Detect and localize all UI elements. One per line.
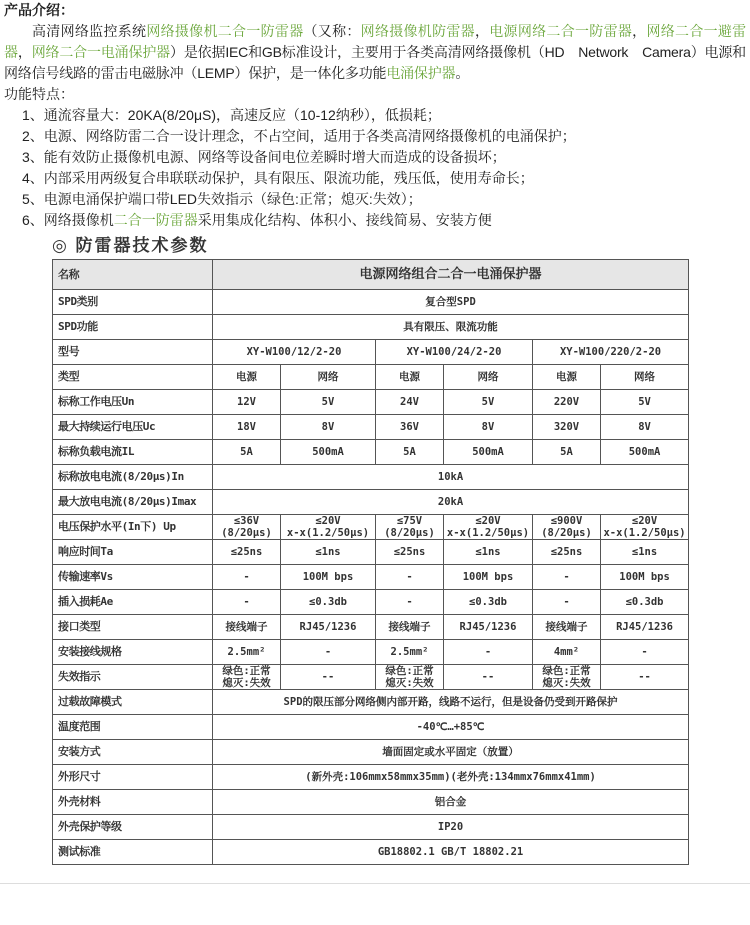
spec-value: - (533, 590, 601, 615)
spec-value: 网络 (281, 365, 376, 390)
spec-row (53, 790, 689, 815)
spec-value: ≤20V x-x(1.2/50μs) (444, 515, 533, 540)
spec-row (53, 390, 689, 415)
spec-label: 插入损耗Ae (53, 590, 213, 615)
feature-item (22, 126, 746, 147)
spec-value: 绿色:正常 熄灭:失效 (533, 665, 601, 690)
spec-title: ◎ 防雷器技术参数 (52, 236, 209, 255)
spec-value: 500mA (444, 440, 533, 465)
spec-row (53, 540, 689, 565)
spec-row (53, 365, 689, 390)
spec-value: -- (601, 665, 689, 690)
spec-value: XY-W100/220/2-20 (533, 340, 689, 365)
spec-value: ≤25ns (213, 540, 281, 565)
spec-value: XY-W100/24/2-20 (376, 340, 533, 365)
text-segment: 采用集成化结构、体积小、接线简易、安装方便 (197, 212, 492, 228)
spec-value: 20kA (213, 490, 689, 515)
spec-label: 外壳材料 (53, 790, 213, 815)
feature-item (22, 105, 746, 126)
spec-label: 名称 (53, 260, 213, 290)
spec-value: 电源 (213, 365, 281, 390)
spec-row (53, 465, 689, 490)
product-link[interactable]: 二合一防雷器 (113, 212, 198, 228)
spec-label: 外壳保护等级 (53, 815, 213, 840)
spec-value: 220V (533, 390, 601, 415)
spec-value: 接线端子 (533, 615, 601, 640)
spec-value: - (533, 565, 601, 590)
spec-value: 具有限压、限流功能 (213, 315, 689, 340)
spec-value: ≤25ns (533, 540, 601, 565)
spec-value: ≤0.3db (444, 590, 533, 615)
intro-paragraph (4, 21, 746, 84)
spec-value: ≤1ns (444, 540, 533, 565)
feature-item (22, 210, 746, 231)
spec-value: 5V (601, 390, 689, 415)
spec-label: 安装方式 (53, 740, 213, 765)
intro-heading: 产品介绍： (4, 2, 74, 18)
spec-table (52, 259, 689, 865)
spec-value: -40℃…+85℃ (213, 715, 689, 740)
spec-value: - (376, 590, 444, 615)
spec-value: - (213, 590, 281, 615)
spec-value: -- (281, 665, 376, 690)
spec-value: 100M bps (601, 565, 689, 590)
spec-value: - (376, 565, 444, 590)
spec-row (53, 815, 689, 840)
spec-value: 2.5mm² (376, 640, 444, 665)
spec-value: - (444, 640, 533, 665)
spec-label: 传输速率Vs (53, 565, 213, 590)
spec-value: 100M bps (281, 565, 376, 590)
spec-value: (新外壳:106mmx58mmx35mm)(老外壳:134mmx76mmx41mm) (213, 765, 689, 790)
spec-value: 2.5mm² (213, 640, 281, 665)
spec-row (53, 740, 689, 765)
text-segment: 6、网络摄像机 (22, 212, 114, 228)
spec-label: 电压保护水平(In下) Up (53, 515, 213, 540)
spec-value: 500mA (601, 440, 689, 465)
spec-value: ≤0.3db (601, 590, 689, 615)
text-segment: 高清网络监控系统 (32, 23, 147, 39)
spec-row (53, 690, 689, 715)
text-segment: （又称： (303, 23, 361, 39)
spec-value: ≤900V (8/20μs) (533, 515, 601, 540)
spec-value: 绿色:正常 熄灭:失效 (213, 665, 281, 690)
spec-value: - (601, 640, 689, 665)
spec-value: 电源 (376, 365, 444, 390)
spec-value: 绿色:正常 熄灭:失效 (376, 665, 444, 690)
features-list (4, 105, 746, 231)
spec-value: ≤75V (8/20μs) (376, 515, 444, 540)
feature-item (22, 147, 746, 168)
spec-row (53, 715, 689, 740)
text-segment: ， (474, 23, 490, 39)
spec-value: 10kA (213, 465, 689, 490)
spec-value: ≤0.3db (281, 590, 376, 615)
spec-value: 8V (281, 415, 376, 440)
spec-value: 4mm² (533, 640, 601, 665)
text-segment: ， (632, 23, 647, 39)
spec-label: 失效指示 (53, 665, 213, 690)
spec-value: RJ45/1236 (444, 615, 533, 640)
spec-label: 过载故障模式 (53, 690, 213, 715)
spec-value: RJ45/1236 (601, 615, 689, 640)
text-segment: 2、电源、网络防雷二合一设计理念，不占空间，适用于各类高清网络摄像机的电涌保护； (22, 128, 576, 144)
product-link[interactable]: 网络二合一电涌保护器 (31, 44, 170, 60)
spec-value: -- (444, 665, 533, 690)
spec-row (53, 340, 689, 365)
text-segment: 5、电源电涌保护端口带LED失效指示（绿色:正常；熄灭:失效）； (22, 191, 422, 207)
spec-value: 5A (213, 440, 281, 465)
product-link[interactable]: 网络二合一避雷器 (4, 23, 746, 60)
text-segment: ）是依据IEC和GB标准设计，主要用于各类高清网络摄像机（HD Network Camera）电源和网络信号线路的雷击电磁脉冲（LEMP）保护，是一体化多功能 (4, 44, 746, 81)
spec-label: 标称负载电流IL (53, 440, 213, 465)
spec-value: 8V (444, 415, 533, 440)
spec-value: 接线端子 (376, 615, 444, 640)
spec-value: 网络 (601, 365, 689, 390)
spec-label: 最大持续运行电压Uc (53, 415, 213, 440)
spec-value: 接线端子 (213, 615, 281, 640)
spec-value: 100M bps (444, 565, 533, 590)
spec-value: RJ45/1236 (281, 615, 376, 640)
spec-label: 测试标准 (53, 840, 213, 865)
spec-row (53, 590, 689, 615)
text-segment: 。 (455, 65, 470, 81)
spec-value: 5A (533, 440, 601, 465)
spec-value: ≤1ns (281, 540, 376, 565)
spec-label: 最大放电电流(8/20μs)Imax (53, 490, 213, 515)
spec-value: 电源网络组合二合一电涌保护器 (213, 260, 689, 290)
spec-row (53, 290, 689, 315)
spec-value: 24V (376, 390, 444, 415)
features-heading: 功能特点： (4, 86, 74, 102)
spec-row (53, 415, 689, 440)
spec-label: 型号 (53, 340, 213, 365)
text-segment: 3、能有效防止摄像机电源、网络等设备间电位差瞬时增大而造成的设备损坏； (22, 149, 506, 165)
spec-label: SPD功能 (53, 315, 213, 340)
spec-value: 电源 (533, 365, 601, 390)
spec-value: ≤1ns (601, 540, 689, 565)
spec-value: 320V (533, 415, 601, 440)
spec-label: 温度范围 (53, 715, 213, 740)
spec-value: 墙面固定或水平固定（放置） (213, 740, 689, 765)
feature-item (22, 168, 746, 189)
spec-value: ≤20V x-x(1.2/50μs) (281, 515, 376, 540)
spec-label: 类型 (53, 365, 213, 390)
spec-label: 标称放电电流(8/20μs)In (53, 465, 213, 490)
spec-row (53, 565, 689, 590)
spec-value: ≤20V x-x(1.2/50μs) (601, 515, 689, 540)
spec-value: SPD的限压部分网络侧内部开路，线路不运行，但是设备仍受到开路保护 (213, 690, 689, 715)
spec-label: SPD类别 (53, 290, 213, 315)
spec-label: 响应时间Ta (53, 540, 213, 565)
spec-row (53, 440, 689, 465)
spec-row (53, 490, 689, 515)
product-intro (4, 0, 746, 231)
text-segment: 4、内部采用两级复合串联联动保护，具有限压、限流功能，残压低，使用寿命长； (22, 170, 534, 186)
spec-label: 外形尺寸 (53, 765, 213, 790)
spec-value: 500mA (281, 440, 376, 465)
spec-value: - (213, 565, 281, 590)
product-link[interactable]: 网络摄像机防雷器 (360, 23, 475, 39)
feature-item (22, 189, 746, 210)
spec-row (53, 515, 689, 540)
spec-value: GB18802.1 GB/T 18802.21 (213, 840, 689, 865)
product-link[interactable]: 电涌保护器 (386, 65, 456, 81)
spec-label: 安装接线规格 (53, 640, 213, 665)
spec-value: 铝合金 (213, 790, 689, 815)
spec-row (53, 640, 689, 665)
spec-value: 36V (376, 415, 444, 440)
spec-value: ≤36V (8/20μs) (213, 515, 281, 540)
spec-value: - (281, 640, 376, 665)
spec-row (53, 840, 689, 865)
spec-label: 接口类型 (53, 615, 213, 640)
spec-row (53, 260, 689, 290)
spec-value: ≤25ns (376, 540, 444, 565)
text-segment: ， (17, 44, 32, 60)
spec-row (53, 615, 689, 640)
spec-row (53, 315, 689, 340)
spec-row (53, 665, 689, 690)
spec-value: 5A (376, 440, 444, 465)
spec-label: 标称工作电压Un (53, 390, 213, 415)
spec-value: 18V (213, 415, 281, 440)
spec-value: 复合型SPD (213, 290, 689, 315)
spec-value: 12V (213, 390, 281, 415)
spec-value: 8V (601, 415, 689, 440)
spec-row (53, 765, 689, 790)
spec-value: 5V (444, 390, 533, 415)
text-segment: 1、通流容量大：20KA(8/20μS)，高速反应（10-12纳秒），低损耗； (22, 107, 441, 123)
spec-value: IP20 (213, 815, 689, 840)
product-link[interactable]: 电源网络二合一防雷器 (489, 23, 633, 39)
spec-value: 网络 (444, 365, 533, 390)
spec-value: XY-W100/12/2-20 (213, 340, 376, 365)
product-link[interactable]: 网络摄像机二合一防雷器 (146, 23, 304, 39)
divider (0, 883, 750, 884)
spec-value: 5V (281, 390, 376, 415)
